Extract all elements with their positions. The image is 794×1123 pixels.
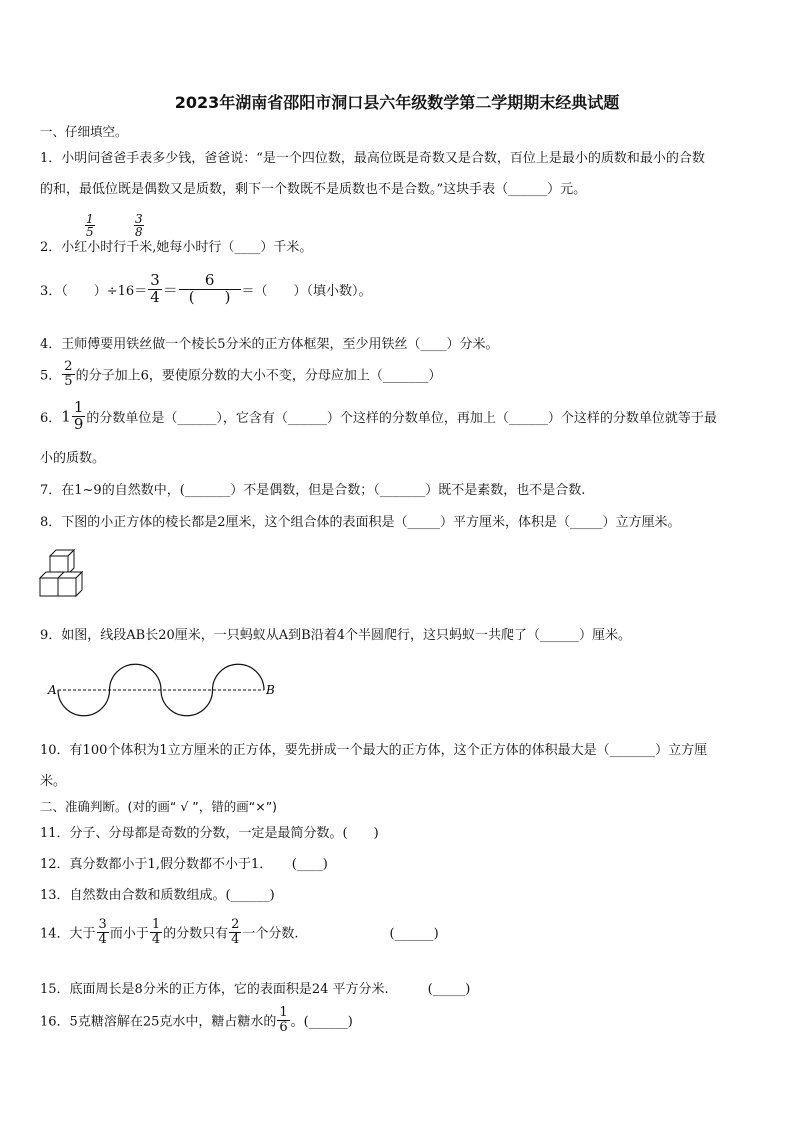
question-5-post: 的分子加上6，要使原分数的大小不变，分母应加上（_______） bbox=[75, 368, 442, 384]
question-5 bbox=[40, 360, 441, 388]
question-14-fraction-1-4 bbox=[150, 918, 162, 946]
fraction-numerator: 1 bbox=[73, 398, 84, 416]
question-6-line-2: 小的质数。 bbox=[40, 451, 106, 466]
question-14-fraction-2-4 bbox=[229, 918, 241, 946]
cube-bottom-left-front bbox=[40, 578, 58, 596]
question-1-line-2: 的和，最低位既是偶数又是质数，剩下一个数既不是质数也不是合数。”这块手表（______）元。 bbox=[40, 182, 587, 197]
question-5-fraction bbox=[62, 360, 74, 388]
fraction-numerator: 3 bbox=[135, 212, 143, 226]
question-9: 9．如图，线段AB长20厘米，一只蚂蚁从A到B沿着4个半圆爬行，这只蚂蚁一共爬了（______）厘米。 bbox=[40, 628, 631, 643]
question-2-post: 千米,她每小时行（____）千米。 bbox=[126, 240, 313, 255]
question-8: 8．下图的小正方体的棱长都是2厘米，这个组合体的表面积是（_____）平方厘米，体积是（_____）立方厘米。 bbox=[40, 515, 681, 530]
question-3-post: ＝（ ）（填小数）。 bbox=[241, 283, 372, 299]
cube-stack-figure bbox=[38, 548, 98, 604]
fraction-denominator: 8 bbox=[135, 225, 143, 239]
fraction-numerator: 6 bbox=[179, 273, 241, 290]
question-3 bbox=[40, 273, 372, 306]
question-6-line-1 bbox=[40, 400, 717, 433]
question-4: 4．王师傅要用铁丝做一个棱长5分米的正方体框架，至少用铁丝（____）分米。 bbox=[40, 337, 499, 352]
question-2 bbox=[40, 236, 312, 255]
fraction-numerator: 2 bbox=[64, 359, 73, 374]
fraction-denominator: 9 bbox=[73, 414, 84, 433]
question-15: 15．底面周长是8分米的正方体，它的表面积是24 平方分米. (_____) bbox=[40, 982, 471, 997]
question-14-mid: 而小于 bbox=[109, 926, 149, 942]
question-2-pre: 2．小红 bbox=[40, 240, 88, 255]
question-14-fraction-3-4 bbox=[97, 918, 109, 946]
question-6-mixed-whole: 1 bbox=[61, 407, 71, 426]
cube-bottom-right-front bbox=[58, 578, 76, 596]
question-16 bbox=[40, 1006, 353, 1034]
fraction-numerator: 1 bbox=[151, 917, 161, 932]
question-2-mid: 小时行 bbox=[87, 240, 127, 255]
question-6-fraction bbox=[72, 400, 86, 433]
question-2-fraction-hours bbox=[85, 213, 95, 238]
question-2-fraction-km bbox=[134, 213, 144, 238]
question-14-mid2: 的分数只有 bbox=[163, 926, 229, 942]
question-16-pre: 16．5克糖溶解在25克水中，糖占糖水的 bbox=[40, 1014, 277, 1030]
question-14-post: 一个分数. (______) bbox=[242, 926, 439, 942]
question-12: 12．真分数都小于1,假分数都不小于1． (____) bbox=[40, 857, 328, 872]
question-16-fraction bbox=[277, 1006, 289, 1034]
point-a-label: A bbox=[48, 683, 57, 697]
question-3-fraction-blank bbox=[179, 273, 241, 306]
section-heading-judge: 二、准确判断。(对的画“ √ ”，错的画“×”) bbox=[40, 799, 278, 814]
fraction-numerator: 1 bbox=[86, 212, 94, 226]
question-11: 11．分子、分母都是奇数的分数，一定是最简分数。( ) bbox=[40, 826, 379, 841]
fraction-numerator: 3 bbox=[150, 271, 160, 289]
fraction-denominator: 5 bbox=[64, 373, 73, 389]
question-3-equals: ＝ bbox=[162, 280, 178, 299]
fraction-denominator: 4 bbox=[151, 931, 161, 947]
question-13: 13．自然数由合数和质数组成。(______) bbox=[40, 888, 275, 903]
question-6-pre: 6． bbox=[40, 410, 62, 426]
fraction-denominator-blank: ( ) bbox=[188, 287, 231, 306]
fraction-denominator: 4 bbox=[150, 287, 160, 306]
question-6-post: 的分数单位是（______），它含有（______）个这样的分数单位，再加上（______）个这样的分数单位就等于最 bbox=[86, 410, 717, 426]
question-3-fraction-3-4 bbox=[148, 273, 162, 306]
question-1-line-1: 1．小明问爸爸手表多少钱，爸爸说：“是一个四位数，最高位既是奇数又是合数，百位上是最小的质数和最小的合数 bbox=[40, 151, 705, 166]
question-3-pre: 3．（ ）÷16＝ bbox=[40, 283, 148, 299]
fraction-numerator: 3 bbox=[98, 917, 107, 932]
fraction-denominator: 6 bbox=[279, 1019, 288, 1035]
question-14-pre: 14．大于 bbox=[40, 926, 96, 942]
point-b-label: B bbox=[266, 683, 275, 697]
semicircle-path-figure bbox=[46, 660, 276, 722]
fraction-denominator: 4 bbox=[98, 931, 107, 947]
question-7: 7．在1~9的自然数中，(_______）不是偶数，但是合数；（_______）既不是素数，也不是合数. bbox=[40, 483, 586, 498]
question-10-line-2: 米。 bbox=[40, 774, 67, 789]
question-5-pre: 5． bbox=[40, 368, 62, 384]
fraction-numerator: 1 bbox=[279, 1005, 288, 1020]
fraction-denominator: 5 bbox=[86, 225, 94, 239]
page-title: 2023年湖南省邵阳市洞口县六年级数学第二学期期末经典试题 bbox=[174, 93, 620, 112]
fraction-numerator: 2 bbox=[231, 917, 240, 932]
cube-top-front bbox=[50, 556, 68, 574]
question-10-line-1: 10．有100个体积为1立方厘米的正方体，要先拼成一个最大的正方体，这个正方体的体积最大是（_______）立方厘 bbox=[40, 743, 708, 758]
fraction-denominator: 4 bbox=[231, 931, 240, 947]
question-14 bbox=[40, 918, 439, 946]
question-16-post: 。(______) bbox=[290, 1014, 353, 1030]
section-heading-fill: 一、仔细填空。 bbox=[40, 124, 128, 139]
